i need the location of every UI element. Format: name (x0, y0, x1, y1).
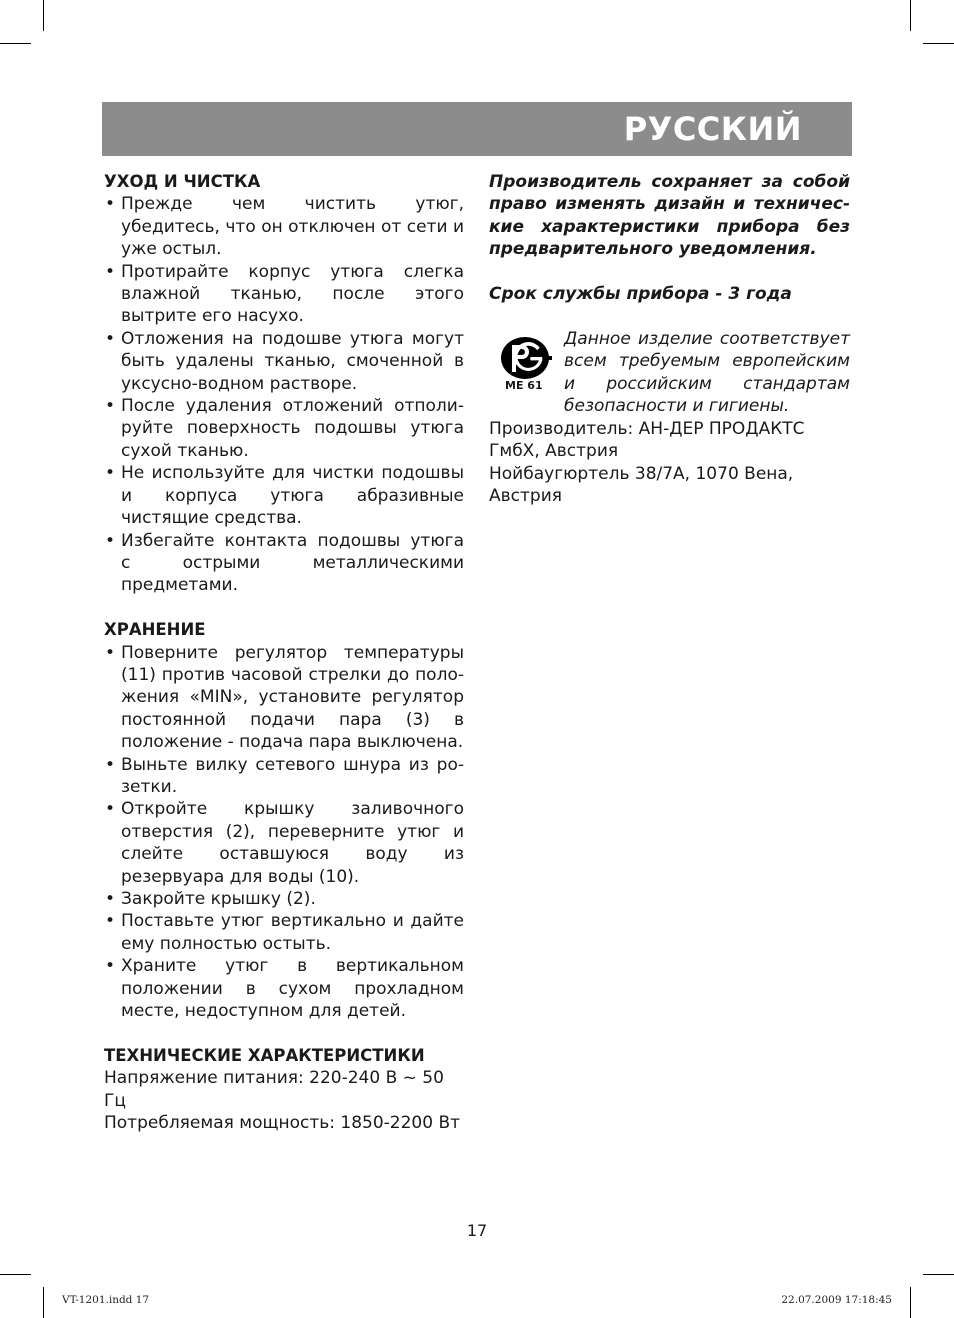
language-title: РУССКИЙ (623, 110, 802, 148)
list-item: • Не используйте для чистки подошвы и корпуса утюга абразивные чистящие средства. (104, 462, 464, 529)
manufacturer-line: Производитель: АН-ДЕР ПРОДАКТС (489, 418, 805, 439)
list-item: • Откройте крышку заливочного отверстия (2), переверните утюг и слейте оставшуюся воду из резервуара для воды (10). (104, 798, 464, 888)
list-item: • Избегайте контакта подошвы утюга с острыми металлическими предметами. (104, 530, 464, 597)
crop-mark (910, 0, 911, 31)
slug-file-info: VT-1201.indd 17 (62, 1294, 150, 1306)
certification-code: МЕ 61 (505, 378, 543, 392)
manufacturer-line: Австрия (489, 486, 562, 507)
specs-heading: ТЕХНИЧЕСКИЕ ХАРАКТЕРИСТИКИ (104, 1045, 425, 1065)
crop-mark (910, 1287, 911, 1318)
crop-mark (43, 1287, 44, 1318)
storage-list (104, 642, 464, 1023)
list-item: • После удаления отложений отполируйте поверхность подошвы утюга сухой тканью. (104, 395, 464, 462)
certification-block (489, 328, 850, 418)
crop-mark (0, 1274, 31, 1275)
list-item: • Выньте вилку сетевого шнура из розетки. (104, 754, 464, 799)
care-heading: УХОД И ЧИСТКА (104, 172, 261, 191)
certification-text: Данное изделие соответствует всем требуемым европейским и российским стандартам безопасности и гигиены. (564, 328, 850, 417)
manufacturer-line: ГмбХ, Австрия (489, 441, 619, 462)
right-column (489, 171, 850, 507)
crop-mark (0, 43, 31, 44)
rst-certification-icon (499, 334, 555, 404)
list-item: • Поверните регулятор температуры (11) против часовой стрелки до положения «MIN», установите регулятор постоянной подачи пара (3) в положение - подача пара выключена. (104, 642, 464, 754)
list-item: • Храните утюг в вертикальном положении в сухом прохладном месте, недоступном для детей. (104, 955, 464, 1022)
list-item: • Протирайте корпус утюга слегка влажной тканью, после этого вытрите его насухо. (104, 261, 464, 328)
manufacturer-line: Нойбаугюртель 38/7А, 1070 Вена, (489, 463, 794, 484)
slug-timestamp: 22.07.2009 17:18:45 (781, 1294, 892, 1306)
list-item: • Поставьте утюг вертикально и дайте ему полностью остыть. (104, 910, 464, 955)
storage-heading: ХРАНЕНИЕ (104, 620, 206, 640)
crop-mark (43, 0, 44, 31)
specs-voltage: Напряжение питания: 220-240 В ~ 50 Гц (104, 1068, 444, 1111)
specs-power: Потребляемая мощность: 1850-2200 Вт (104, 1113, 461, 1134)
left-column (104, 171, 464, 1134)
manufacturer-notice: Производитель сохраняет за собой право изменять дизайн и технические характеристики прибора без предварительного уведомления. (489, 172, 850, 260)
page-number: 17 (466, 1221, 488, 1240)
service-life: Срок службы прибора - 3 года (489, 284, 792, 305)
language-header-bar (102, 102, 852, 156)
list-item: • Отложения на подошве утюга могут быть удалены тканью, смоченной в уксусно-водном растворе. (104, 328, 464, 395)
care-list (104, 193, 464, 596)
list-item: • Прежде чем чистить утюг, убедитесь, что он отключен от сети и уже остыл. (104, 193, 464, 260)
list-item: • Закройте крышку (2). (104, 888, 464, 910)
crop-mark (923, 43, 954, 44)
crop-mark (923, 1274, 954, 1275)
